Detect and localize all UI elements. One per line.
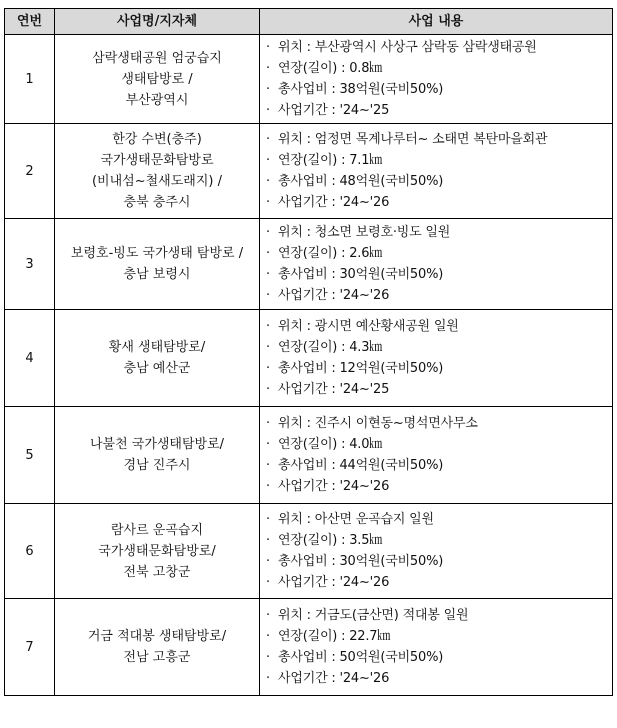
detail-item [266, 530, 606, 551]
detail-text: 위치 : 청소면 보령호·빙도 일원 [278, 225, 451, 240]
detail-item [266, 316, 606, 337]
project-name-line: 람사르 운곡습지 [110, 522, 204, 538]
table-row [5, 407, 613, 504]
detail-text: 사업기간 : '24~'25 [278, 103, 390, 118]
detail-text: 위치 : 아산면 운곡습지 일원 [278, 512, 434, 527]
detail-item [266, 455, 606, 476]
detail-text: 위치 : 진주시 이현동~명석면사무소 [278, 416, 478, 431]
detail-item [266, 37, 606, 58]
detail-text: 연장(길이) : 22.7㎞ [278, 629, 391, 644]
detail-text: 총사업비 : 38억원(국비50%) [278, 82, 444, 97]
detail-item [266, 551, 606, 572]
project-name-cell [55, 599, 260, 696]
project-detail-cell [260, 504, 613, 599]
detail-text: 사업기간 : '24~'26 [278, 288, 390, 303]
bullet-dot-icon: · [266, 437, 270, 452]
detail-item [266, 222, 606, 243]
row-number: 2 [5, 124, 55, 219]
detail-text: 사업기간 : '24~'26 [278, 195, 390, 210]
project-name-line: 전남 고흥군 [123, 650, 191, 665]
bullet-dot-icon: · [266, 195, 270, 210]
project-detail-cell [260, 35, 613, 124]
detail-text: 위치 : 부산광역시 사상구 삼락동 삼락생태공원 [278, 40, 537, 55]
project-name-line: 경남 진주시 [123, 458, 191, 473]
detail-text: 사업기간 : '24~'26 [278, 575, 390, 590]
detail-item [266, 358, 606, 379]
project-detail-cell [260, 310, 613, 407]
detail-text: 연장(길이) : 4.0㎞ [278, 437, 383, 452]
project-name-cell [55, 219, 260, 310]
detail-text: 연장(길이) : 3.5㎞ [278, 533, 383, 548]
bullet-dot-icon: · [266, 319, 270, 334]
detail-text: 위치 : 엄정면 목계나루터~ 소태면 복탄마을회관 [278, 132, 548, 147]
row-number: 3 [5, 219, 55, 310]
detail-item [266, 668, 606, 689]
detail-item [266, 379, 606, 400]
detail-text: 총사업비 : 50억원(국비50%) [278, 650, 444, 665]
project-name-line: 국가생태문화탐방로 [100, 153, 214, 168]
header-project-content: 사업 내용 [260, 9, 613, 35]
bullet-dot-icon: · [266, 288, 270, 303]
detail-item [266, 572, 606, 593]
detail-text: 연장(길이) : 7.1㎞ [278, 153, 383, 168]
project-name-line: 나불천 국가생태탐방로/ [89, 437, 225, 452]
bullet-dot-icon: · [266, 174, 270, 189]
detail-item [266, 413, 606, 434]
table-row [5, 35, 613, 124]
project-name-line: 충북 충주시 [123, 195, 191, 210]
bullet-dot-icon: · [266, 533, 270, 548]
project-detail-cell [260, 407, 613, 504]
detail-item [266, 150, 606, 171]
project-name-cell [55, 504, 260, 599]
detail-text: 총사업비 : 48억원(국비50%) [278, 174, 444, 189]
row-number: 6 [5, 504, 55, 599]
row-number: 1 [5, 35, 55, 124]
bullet-dot-icon: · [266, 608, 270, 623]
header-number: 연번 [5, 9, 55, 35]
bullet-dot-icon: · [266, 629, 270, 644]
detail-item [266, 58, 606, 79]
detail-text: 연장(길이) : 2.6㎞ [278, 246, 383, 261]
detail-text: 위치 : 거금도(금산면) 적대봉 일원 [278, 608, 469, 623]
detail-item [266, 100, 606, 121]
table-row [5, 124, 613, 219]
bullet-dot-icon: · [266, 382, 270, 397]
bullet-dot-icon: · [266, 650, 270, 665]
detail-text: 총사업비 : 12억원(국비50%) [278, 361, 444, 376]
project-name-line: 한강 수변(충주) [112, 132, 202, 147]
bullet-dot-icon: · [266, 225, 270, 240]
detail-item [266, 647, 606, 668]
project-name-line: 부산광역시 [125, 92, 189, 108]
detail-item [266, 171, 606, 192]
project-name-line: (비내섬~철새도래지) / [91, 174, 222, 189]
table-row [5, 599, 613, 696]
detail-text: 위치 : 광시면 예산황새공원 일원 [278, 319, 459, 334]
detail-item [266, 285, 606, 306]
project-detail-cell [260, 124, 613, 219]
bullet-dot-icon: · [266, 61, 270, 76]
table-row [5, 310, 613, 407]
project-name-line: 충남 예산군 [123, 361, 191, 376]
project-detail-cell [260, 219, 613, 310]
project-name-cell [55, 124, 260, 219]
detail-item [266, 509, 606, 530]
bullet-dot-icon: · [266, 479, 270, 494]
bullet-dot-icon: · [266, 340, 270, 355]
row-number: 4 [5, 310, 55, 407]
detail-item [266, 129, 606, 150]
project-name-line: 보령호-빙도 국가생태 탐방로 / [70, 246, 244, 261]
project-name-line: 충남 보령시 [123, 267, 191, 282]
detail-item [266, 626, 606, 647]
bullet-dot-icon: · [266, 246, 270, 261]
detail-text: 사업기간 : '24~'26 [278, 671, 390, 686]
project-name-cell [55, 310, 260, 407]
table-row [5, 504, 613, 599]
bullet-dot-icon: · [266, 512, 270, 527]
bullet-dot-icon: · [266, 82, 270, 97]
detail-text: 사업기간 : '24~'25 [278, 382, 390, 397]
detail-item [266, 79, 606, 100]
detail-item [266, 243, 606, 264]
bullet-dot-icon: · [266, 361, 270, 376]
bullet-dot-icon: · [266, 103, 270, 118]
detail-item [266, 476, 606, 497]
project-name-line: 생태탐방로 / [121, 71, 193, 87]
project-name-line: 국가생태문화탐방로/ [98, 543, 216, 559]
project-detail-cell [260, 599, 613, 696]
header-project-name: 사업명/지자체 [55, 9, 260, 35]
bullet-dot-icon: · [266, 671, 270, 686]
project-name-cell [55, 407, 260, 504]
detail-item [266, 337, 606, 358]
project-name-cell [55, 35, 260, 124]
project-name-line: 거금 적대봉 생태탐방로/ [87, 629, 227, 644]
detail-text: 총사업비 : 44억원(국비50%) [278, 458, 444, 473]
detail-text: 총사업비 : 30억원(국비50%) [278, 554, 444, 569]
detail-text: 총사업비 : 30억원(국비50%) [278, 267, 444, 282]
header-row [5, 9, 613, 35]
detail-text: 사업기간 : '24~'26 [278, 479, 390, 494]
bullet-dot-icon: · [266, 40, 270, 55]
detail-item [266, 434, 606, 455]
project-table [4, 8, 613, 696]
bullet-dot-icon: · [266, 153, 270, 168]
project-name-line: 황새 생태탐방로/ [108, 340, 206, 355]
detail-item [266, 605, 606, 626]
project-name-line: 전북 고창군 [123, 564, 191, 580]
bullet-dot-icon: · [266, 267, 270, 282]
detail-item [266, 192, 606, 213]
detail-item [266, 264, 606, 285]
detail-text: 연장(길이) : 0.8㎞ [278, 61, 383, 76]
bullet-dot-icon: · [266, 458, 270, 473]
detail-text: 연장(길이) : 4.3㎞ [278, 340, 383, 355]
bullet-dot-icon: · [266, 575, 270, 590]
bullet-dot-icon: · [266, 132, 270, 147]
row-number: 7 [5, 599, 55, 696]
bullet-dot-icon: · [266, 416, 270, 431]
table-row [5, 219, 613, 310]
project-name-line: 삼락생태공원 엄궁습지 [92, 50, 222, 66]
bullet-dot-icon: · [266, 554, 270, 569]
row-number: 5 [5, 407, 55, 504]
